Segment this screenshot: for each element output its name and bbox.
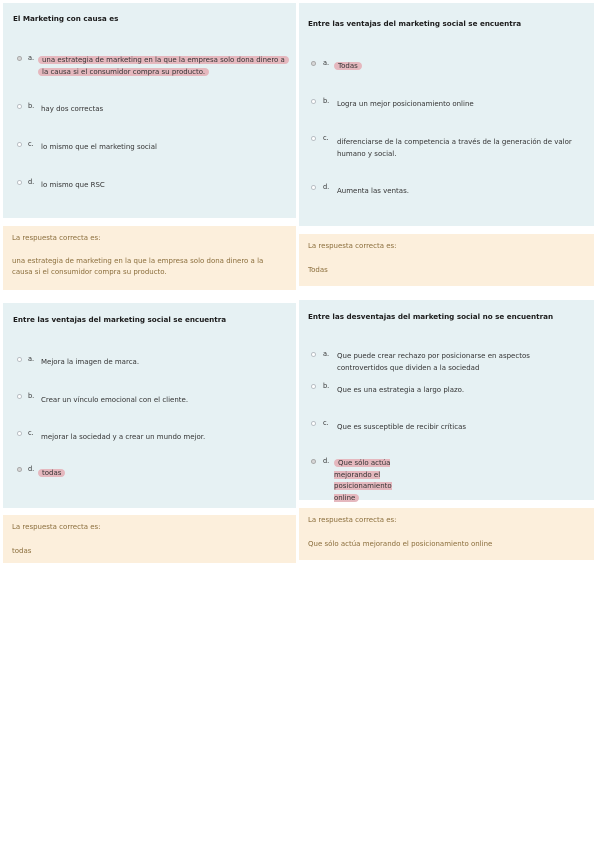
feedback-label: La respuesta correcta es: bbox=[12, 234, 101, 242]
question-title: Entre las ventajas del marketing social se encuentra bbox=[13, 315, 227, 324]
option-letter: d. bbox=[28, 178, 35, 186]
feedback-label: La respuesta correcta es: bbox=[308, 516, 397, 524]
radio-button[interactable] bbox=[17, 180, 22, 185]
option-letter: c. bbox=[28, 429, 34, 437]
option-letter: a. bbox=[28, 54, 35, 62]
correct-answer-feedback-2 bbox=[299, 234, 594, 286]
option-letter: c. bbox=[323, 134, 329, 142]
radio-button[interactable] bbox=[17, 104, 22, 109]
feedback-answer: Que sólo actúa mejorando el posicionamiento online bbox=[308, 540, 493, 548]
question-panel-4 bbox=[299, 300, 594, 500]
selected-answer-highlight: Que sólo actúa mejorando el posicionamiento online bbox=[334, 459, 392, 502]
correct-answer-feedback-1 bbox=[3, 226, 296, 290]
option-letter: b. bbox=[28, 392, 35, 400]
option-text bbox=[334, 61, 362, 73]
radio-button[interactable] bbox=[17, 142, 22, 147]
option-letter: d. bbox=[323, 457, 330, 465]
correct-answer-feedback-3 bbox=[3, 515, 296, 563]
option-text: Que es una estrategia a largo plazo. bbox=[337, 386, 465, 394]
question-title: Entre las desventajas del marketing social no se encuentran bbox=[308, 312, 554, 321]
option-text: Que es susceptible de recibir críticas bbox=[337, 423, 467, 431]
option-letter: d. bbox=[28, 465, 35, 473]
radio-button[interactable] bbox=[311, 99, 316, 104]
option-letter: a. bbox=[323, 350, 330, 358]
feedback-answer: todas bbox=[12, 547, 32, 555]
option-letter: b. bbox=[28, 102, 35, 110]
radio-button-selected[interactable] bbox=[17, 467, 22, 472]
feedback-label: La respuesta correcta es: bbox=[308, 242, 397, 250]
option-text bbox=[38, 468, 65, 480]
option-text: lo mismo que RSC bbox=[41, 181, 105, 189]
radio-button-selected[interactable] bbox=[311, 459, 316, 464]
option-text: lo mismo que el marketing social bbox=[41, 143, 157, 151]
option-text: Aumenta las ventas. bbox=[337, 187, 409, 195]
radio-button[interactable] bbox=[311, 185, 316, 190]
option-text: Que puede crear rechazo por posicionarse en aspectos controvertidos que dividen a la sociedad bbox=[337, 352, 530, 372]
selected-answer-highlight: una estrategia de marketing en la que la empresa solo dona dinero a la causa si el consumidor compra su producto. bbox=[38, 56, 289, 76]
option-text bbox=[334, 458, 396, 504]
feedback-label: La respuesta correcta es: bbox=[12, 523, 101, 531]
option-text: mejorar la sociedad y a crear un mundo mejor. bbox=[41, 433, 206, 441]
selected-answer-highlight: todas bbox=[38, 469, 65, 477]
question-panel-2 bbox=[299, 3, 594, 226]
radio-button-selected[interactable] bbox=[311, 61, 316, 66]
option-text: Crear un vínculo emocional con el cliente. bbox=[41, 396, 189, 404]
option-letter: b. bbox=[323, 97, 330, 105]
radio-button[interactable] bbox=[17, 357, 22, 362]
correct-answer-feedback-4 bbox=[299, 508, 594, 560]
option-text: Logra un mejor posicionamiento online bbox=[337, 100, 474, 108]
radio-button[interactable] bbox=[311, 352, 316, 357]
option-text: diferenciarse de la competencia a través de la generación de valor humano y social. bbox=[337, 138, 572, 158]
radio-button-selected[interactable] bbox=[17, 56, 22, 61]
option-text: hay dos correctas bbox=[41, 105, 104, 113]
feedback-answer: Todas bbox=[308, 266, 328, 274]
option-letter: c. bbox=[323, 419, 329, 427]
radio-button[interactable] bbox=[311, 136, 316, 141]
feedback-answer: una estrategia de marketing en la que la empresa solo dona dinero a la causa si el consumidor compra su producto. bbox=[12, 257, 264, 276]
radio-button[interactable] bbox=[311, 421, 316, 426]
question-panel-3 bbox=[3, 303, 296, 508]
selected-answer-highlight: Todas bbox=[334, 62, 362, 70]
option-text bbox=[38, 55, 290, 78]
option-letter: c. bbox=[28, 140, 34, 148]
question-title: Entre las ventajas del marketing social se encuentra bbox=[308, 19, 522, 28]
radio-button[interactable] bbox=[17, 431, 22, 436]
option-letter: a. bbox=[28, 355, 35, 363]
radio-button[interactable] bbox=[311, 384, 316, 389]
option-letter: d. bbox=[323, 183, 330, 191]
question-title: El Marketing con causa es bbox=[13, 14, 119, 23]
radio-button[interactable] bbox=[17, 394, 22, 399]
question-panel-1 bbox=[3, 3, 296, 218]
option-letter: b. bbox=[323, 382, 330, 390]
option-text: Mejora la imagen de marca. bbox=[41, 358, 140, 366]
option-letter: a. bbox=[323, 59, 330, 67]
